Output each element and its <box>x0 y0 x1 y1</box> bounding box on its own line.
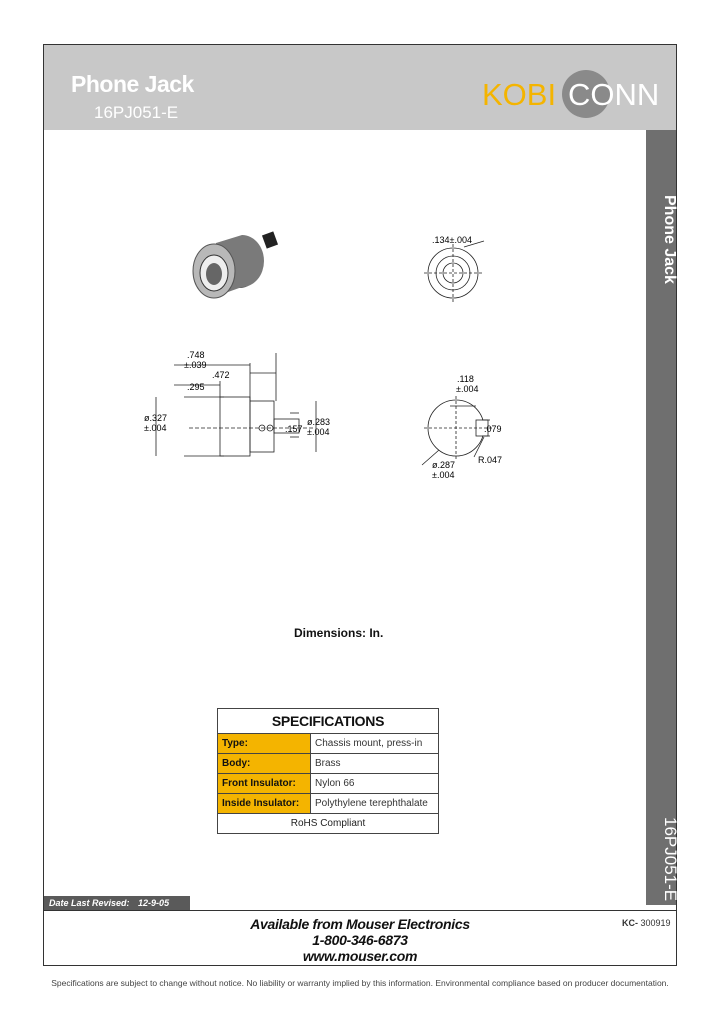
revised-date: 12-9-05 <box>138 898 170 908</box>
spec-value: Brass <box>311 754 439 774</box>
spec-label: Front Insulator: <box>218 774 311 794</box>
spec-heading: SPECIFICATIONS <box>218 709 439 734</box>
spec-row <box>218 754 439 774</box>
revised-label: Date Last Revised: <box>49 898 130 908</box>
spec-value: Chassis mount, press-in <box>311 734 439 754</box>
spec-label: Body: <box>218 754 311 774</box>
part-number: 16PJ051-E <box>94 103 179 122</box>
dim-tab: .157 <box>285 424 303 434</box>
jack-iso-view <box>193 231 278 298</box>
datasheet-page <box>43 44 680 966</box>
svg-text:KOBI: KOBI <box>482 77 557 112</box>
dim-body-dia-b: ±.004 <box>307 427 330 437</box>
availability-text: Available from Mouser Electronics <box>250 916 470 932</box>
dimensions-note: Dimensions: In. <box>294 626 384 640</box>
dim-overall-a: .748 <box>187 350 205 360</box>
kc-value: 300919 <box>640 918 671 928</box>
dim-dia-b: ±.004 <box>144 423 167 433</box>
website-link[interactable]: www.mouser.com <box>302 948 418 964</box>
dim-body-dia-a: ø.283 <box>307 417 331 427</box>
dim-radius: R.047 <box>478 455 503 465</box>
jack-side-view <box>156 353 316 456</box>
svg-text:CONN: CONN <box>568 77 660 112</box>
dim-key-b: ±.004 <box>456 384 479 394</box>
availability-block <box>44 916 676 964</box>
footer-divider <box>44 910 676 911</box>
dim-hole-b: ±.004 <box>432 470 455 480</box>
dim-overall-b: ±.039 <box>184 360 207 370</box>
dim-body-len: .472 <box>212 370 230 380</box>
phone-number: 1-800-346-6873 <box>312 932 408 948</box>
kc-number <box>622 918 671 928</box>
rohs-compliant: RoHS Compliant <box>218 814 439 834</box>
dim-key-a: .118 <box>457 374 474 384</box>
kc-prefix: KC- <box>622 918 638 928</box>
dim-dia-a: ø.327 <box>144 413 168 423</box>
spec-label: Inside Insulator: <box>218 794 311 814</box>
sidebar-part-number: 16PJ051-E <box>661 817 680 902</box>
spec-label: Type: <box>218 734 311 754</box>
spec-row <box>218 734 439 754</box>
date-last-revised <box>44 896 190 910</box>
jack-front-view <box>424 241 484 302</box>
specifications-table <box>217 708 439 834</box>
spec-value: Nylon 66 <box>311 774 439 794</box>
dim-front-len: .295 <box>187 382 205 392</box>
spec-row <box>218 794 439 814</box>
dim-top-view: .134±.004 <box>432 235 472 245</box>
mechanical-drawing <box>44 45 644 605</box>
sidebar-title: Phone Jack <box>661 195 678 284</box>
spec-value: Polythylene terephthalate <box>311 794 439 814</box>
dim-key-height: .079 <box>484 424 502 434</box>
spec-row <box>218 774 439 794</box>
product-title: Phone Jack <box>71 71 194 97</box>
dim-hole-a: ø.287 <box>432 460 456 470</box>
disclaimer: Specifications are subject to change without notice. No liability or warranty implied by this information. Environmental compliance based on producer documentation. <box>51 978 669 988</box>
